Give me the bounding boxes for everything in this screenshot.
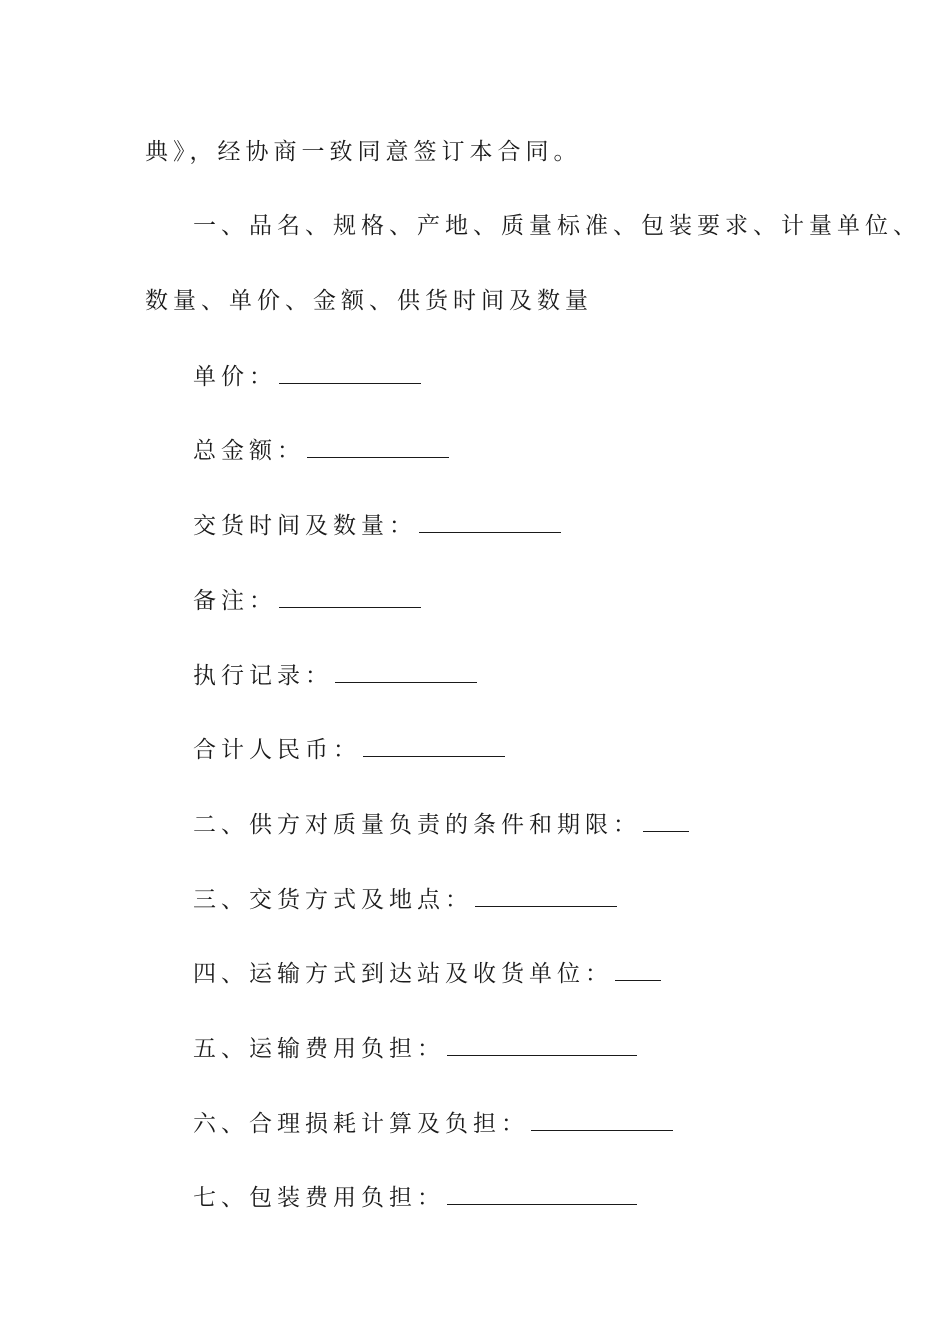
reasonable-loss-blank[interactable] bbox=[531, 1108, 673, 1131]
section-1-heading-line-1 bbox=[193, 211, 921, 241]
total-rmb-blank[interactable] bbox=[363, 734, 505, 757]
section-6-reasonable-loss bbox=[193, 1108, 673, 1139]
field-label: 总金额： bbox=[193, 438, 305, 464]
line-text: 数量、单价、金额、供货时间及数量 bbox=[145, 288, 593, 314]
remarks-field bbox=[193, 585, 421, 616]
unit-price-blank[interactable] bbox=[279, 361, 421, 384]
execution-record-field bbox=[193, 660, 477, 691]
section-5-transport-cost bbox=[193, 1033, 637, 1064]
line-text: 一、品名、规格、产地、质量标准、包装要求、计量单位、 bbox=[193, 213, 921, 239]
field-label: 备注： bbox=[193, 588, 277, 614]
section-3-delivery-method bbox=[193, 884, 617, 915]
field-label: 二、供方对质量负责的条件和期限： bbox=[193, 812, 641, 838]
packaging-cost-blank[interactable] bbox=[447, 1182, 637, 1205]
field-label: 七、包装费用负担： bbox=[193, 1185, 445, 1211]
delivery-time-quantity-blank[interactable] bbox=[419, 510, 561, 533]
section-1-heading-line-2 bbox=[145, 286, 593, 316]
total-rmb-field bbox=[193, 734, 505, 765]
field-label: 五、运输费用负担： bbox=[193, 1036, 445, 1062]
remarks-blank[interactable] bbox=[279, 585, 421, 608]
field-label: 单价： bbox=[193, 364, 277, 390]
execution-record-blank[interactable] bbox=[335, 660, 477, 683]
quality-responsibility-blank[interactable] bbox=[643, 809, 689, 832]
delivery-method-blank[interactable] bbox=[475, 884, 617, 907]
field-label: 交货时间及数量： bbox=[193, 513, 417, 539]
delivery-time-quantity-field bbox=[193, 510, 561, 541]
section-7-packaging-cost bbox=[193, 1182, 637, 1213]
transport-method-blank[interactable] bbox=[615, 958, 661, 981]
transport-cost-blank[interactable] bbox=[447, 1033, 637, 1056]
section-2-quality-responsibility bbox=[193, 809, 689, 840]
total-amount-blank[interactable] bbox=[307, 435, 449, 458]
contract-intro-line bbox=[145, 137, 582, 167]
field-label: 合计人民币： bbox=[193, 737, 361, 763]
field-label: 六、合理损耗计算及负担： bbox=[193, 1111, 529, 1137]
field-label: 执行记录： bbox=[193, 663, 333, 689]
total-amount-field bbox=[193, 435, 449, 466]
section-4-transport-method bbox=[193, 958, 661, 989]
unit-price-field bbox=[193, 361, 421, 392]
field-label: 三、交货方式及地点： bbox=[193, 887, 473, 913]
line-text: 典》，经协商一致同意签订本合同。 bbox=[145, 139, 582, 165]
field-label: 四、运输方式到达站及收货单位： bbox=[193, 961, 613, 987]
